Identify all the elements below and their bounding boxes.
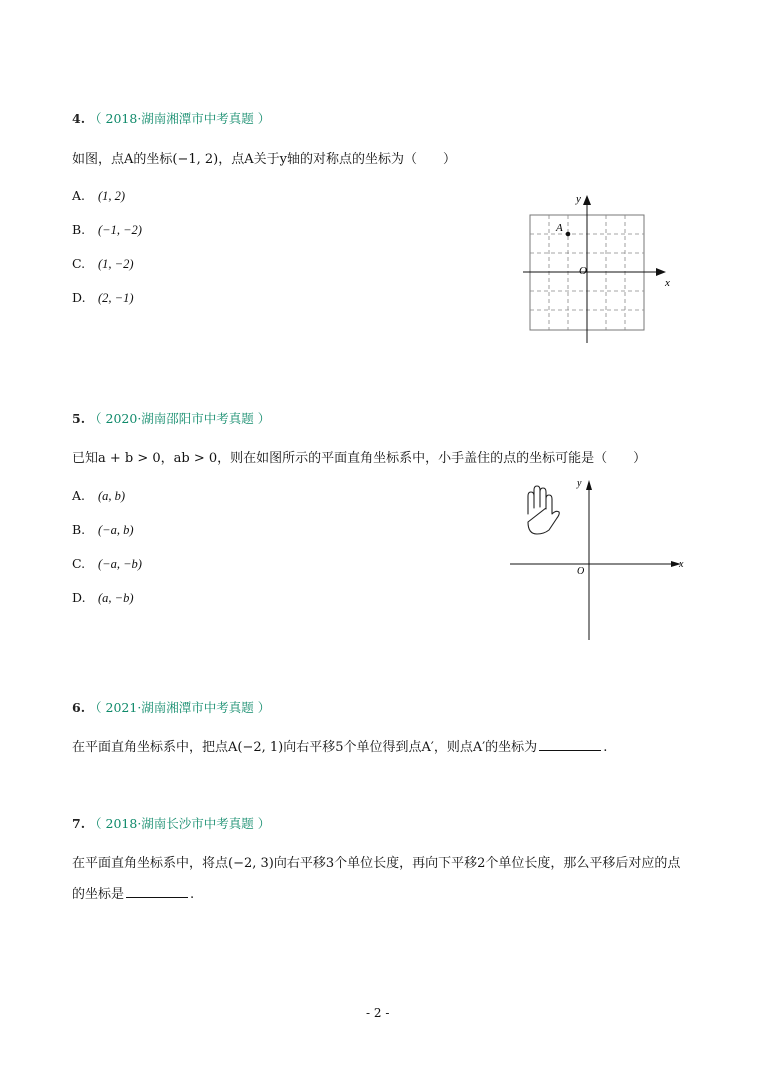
- option-label: A.: [72, 188, 86, 203]
- option-label: D.: [72, 590, 86, 605]
- q4-option-b[interactable]: [72, 222, 142, 238]
- y-axis-label: y: [577, 478, 582, 489]
- q5-option-a[interactable]: [72, 488, 125, 504]
- q4-option-a[interactable]: [72, 188, 125, 204]
- q5-axes-figure: [505, 474, 690, 644]
- option-text: (1, −2): [98, 257, 134, 271]
- q5-stem: 已知a + b > 0，ab > 0，则在如图所示的平面直角坐标系中，小手盖住的点的坐标可能是（ ）: [72, 451, 647, 466]
- q6-source: （ 2021·湖南湘潭市中考真题 ）: [89, 700, 271, 715]
- q4-grid-figure: [515, 188, 680, 348]
- q7-answer-blank[interactable]: [126, 885, 188, 898]
- q4-source: （ 2018·湖南湘潭市中考真题 ）: [89, 111, 271, 126]
- q7-stem-text: 的坐标是: [72, 887, 125, 902]
- y-axis-arrow-icon: [586, 480, 592, 490]
- option-text: (−a, b): [98, 523, 134, 537]
- q5-option-d[interactable]: [72, 590, 134, 606]
- q6-answer-blank[interactable]: [539, 738, 601, 751]
- option-text: (1, 2): [98, 189, 126, 203]
- q7-stem-line2: [72, 883, 194, 902]
- option-label: B.: [72, 522, 86, 537]
- point-a: [566, 232, 571, 237]
- q6-number: 6.: [72, 700, 86, 715]
- option-text: (a, b): [98, 489, 126, 503]
- hand-icon: [528, 486, 559, 534]
- q6-header: [72, 698, 270, 716]
- q7-header: [72, 814, 270, 832]
- option-label: A.: [72, 488, 86, 503]
- q5-header: [72, 409, 270, 427]
- option-text: (−1, −2): [98, 223, 142, 237]
- x-axis-label: x: [679, 559, 684, 570]
- origin-label: O: [577, 566, 585, 577]
- option-text: (2, −1): [98, 291, 134, 305]
- option-label: D.: [72, 290, 86, 305]
- x-axis-label: x: [665, 277, 670, 289]
- q4-number: 4.: [72, 111, 86, 126]
- q4-option-c[interactable]: [72, 256, 134, 272]
- q4-header: [72, 109, 270, 127]
- q7-source: （ 2018·湖南长沙市中考真题 ）: [89, 816, 271, 831]
- q4-stem: 如图，点A的坐标(−1, 2)，点A关于y轴的对称点的坐标为（ ）: [72, 152, 456, 167]
- option-text: (a, −b): [98, 591, 134, 605]
- q6-stem: [72, 736, 607, 755]
- y-axis-label: y: [576, 193, 581, 205]
- option-text: (−a, −b): [98, 557, 142, 571]
- point-a-label: A: [556, 222, 563, 234]
- origin-label: O: [579, 265, 587, 277]
- q4-option-d[interactable]: [72, 290, 134, 306]
- q5-number: 5.: [72, 411, 86, 426]
- q6-stem-end: .: [603, 740, 608, 755]
- q5-option-b[interactable]: [72, 522, 134, 538]
- q5-option-c[interactable]: [72, 556, 142, 572]
- q6-stem-text: 在平面直角坐标系中，把点A(−2, 1)向右平移5个单位得到点A′，则点A′的坐标为: [72, 740, 538, 755]
- option-label: B.: [72, 222, 86, 237]
- option-label: C.: [72, 256, 86, 271]
- q7-stem-end: .: [190, 887, 195, 902]
- page-number: - 2 -: [366, 1006, 390, 1020]
- y-axis-arrow-icon: [583, 195, 591, 205]
- x-axis-arrow-icon: [656, 268, 666, 276]
- q7-number: 7.: [72, 816, 86, 831]
- q7-stem-line1: 在平面直角坐标系中，将点(−2, 3)向右平移3个单位长度，再向下平移2个单位长度，那么平移后对应的点: [72, 856, 681, 871]
- option-label: C.: [72, 556, 86, 571]
- q5-source: （ 2020·湖南邵阳市中考真题 ）: [89, 411, 271, 426]
